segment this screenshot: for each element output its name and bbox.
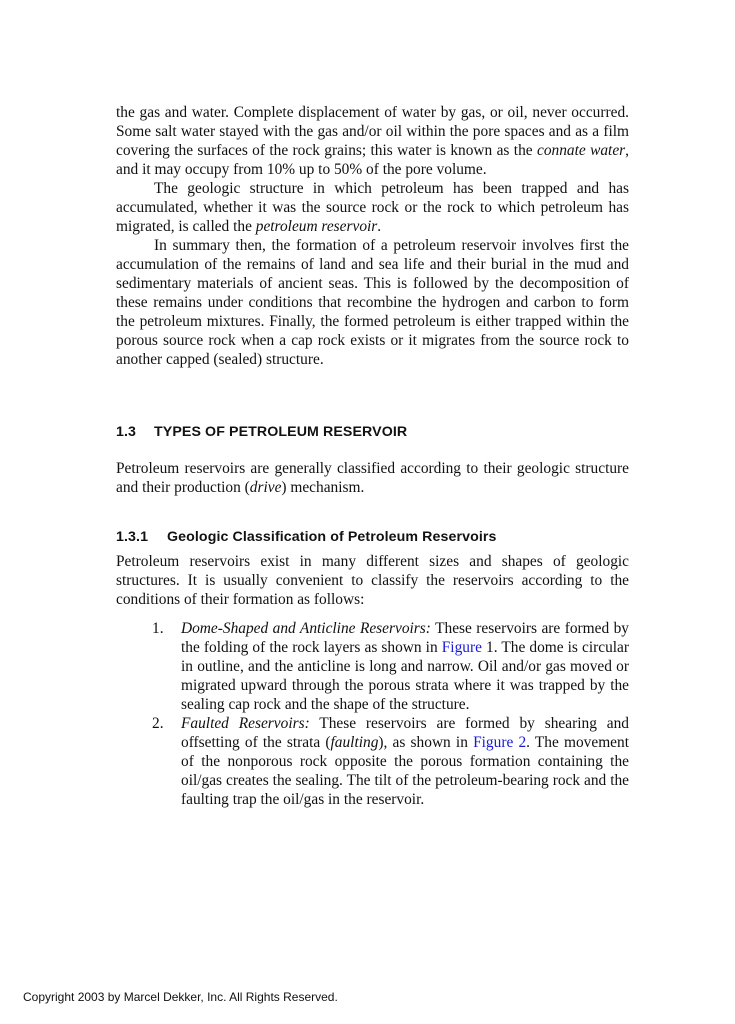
term-drive: drive: [249, 479, 282, 496]
list-item-text: ), as shown in: [378, 734, 474, 751]
subsection-heading: [116, 529, 629, 545]
term-petroleum-reservoir: petroleum reservoir: [255, 218, 378, 235]
copyright-footer: Copyright 2003 by Marcel Dekker, Inc. All Rights Reserved.: [23, 990, 338, 1004]
list-marker: 1.: [152, 620, 164, 637]
figure-link[interactable]: Figure: [441, 639, 482, 656]
figure-2-link[interactable]: Figure 2: [473, 734, 527, 751]
section-title: TYPES OF PETROLEUM RESERVOIR: [154, 424, 408, 440]
list-item-text: 1. The dome is circular in outline, and the anticline is long and narrow. Oil and/or gas moved or migrated upward through the porous strata where it was trapped by the sealing cap rock and the shape of the structure.: [181, 639, 629, 713]
paragraph-text: , and it may occupy from 10% up to 50% of the pore volume.: [116, 142, 629, 178]
list-item: [116, 714, 629, 809]
page-body: [116, 103, 629, 809]
section-heading: [116, 424, 629, 440]
paragraph-text: The geologic structure in which petroleum has been trapped and has accumulated, whether it was the source rock or the rock to which petroleum has migrated, is called the: [116, 180, 629, 235]
paragraph-text: ) mechanism.: [281, 479, 365, 496]
reservoir-type-list: [116, 619, 629, 809]
term-connate-water: connate water: [536, 142, 626, 159]
list-item-text: . The movement of the nonporous rock opposite the porous formation containing the oil/gas creates the sealing. The tilt of the petroleum-bearing rock and the faulting trap the oil/gas in the reservoir.: [181, 734, 629, 808]
section-number: 1.3: [116, 424, 137, 440]
paragraph-connate-water: [116, 103, 629, 179]
paragraph-subsection-intro: Petroleum reservoirs exist in many different sizes and shapes of geologic structures. It is usually convenient to classify the reservoirs according to the conditions of their formation as follows:: [116, 553, 629, 608]
paragraph-text: the gas and water. Complete displacement of water by gas, or oil, never occurred. Some salt water stayed with the gas and/or oil within the pore spaces and as a film covering the surfaces of the rock grains; this water is known as the: [116, 104, 629, 159]
paragraph-text: Petroleum reservoirs are generally classified according to their geologic structure and their production (: [116, 460, 629, 496]
subsection-number: 1.3.1: [116, 529, 149, 545]
paragraph-summary: In summary then, the formation of a petroleum reservoir involves first the accumulation of the remains of land and sea life and their burial in the mud and sedimentary materials of ancient seas. This is followed by the decomposition of these remains under conditions that recombine the hydrogen and carbon to form the petroleum mixtures. Finally, the formed petroleum is either trapped within the porous source rock when a cap rock exists or it migrates from the source rock to another capped (sealed) structure.: [116, 237, 629, 368]
paragraph-section-intro: [116, 459, 629, 497]
list-marker: 2.: [152, 715, 164, 732]
list-item-title: Faulted Reservoirs:: [181, 715, 310, 732]
term-faulting: faulting: [330, 734, 379, 751]
subsection-title: Geologic Classification of Petroleum Reservoirs: [167, 529, 497, 545]
paragraph-text: .: [377, 218, 382, 235]
list-item-text: These reservoirs are formed by shearing and offsetting of the strata (: [181, 715, 629, 751]
paragraph-petroleum-reservoir: [116, 179, 629, 236]
list-item-title: Dome-Shaped and Anticline Reservoirs:: [181, 620, 431, 637]
list-item: [116, 619, 629, 714]
list-item-text: These reservoirs are formed by the folding of the rock layers as shown in: [181, 620, 630, 656]
